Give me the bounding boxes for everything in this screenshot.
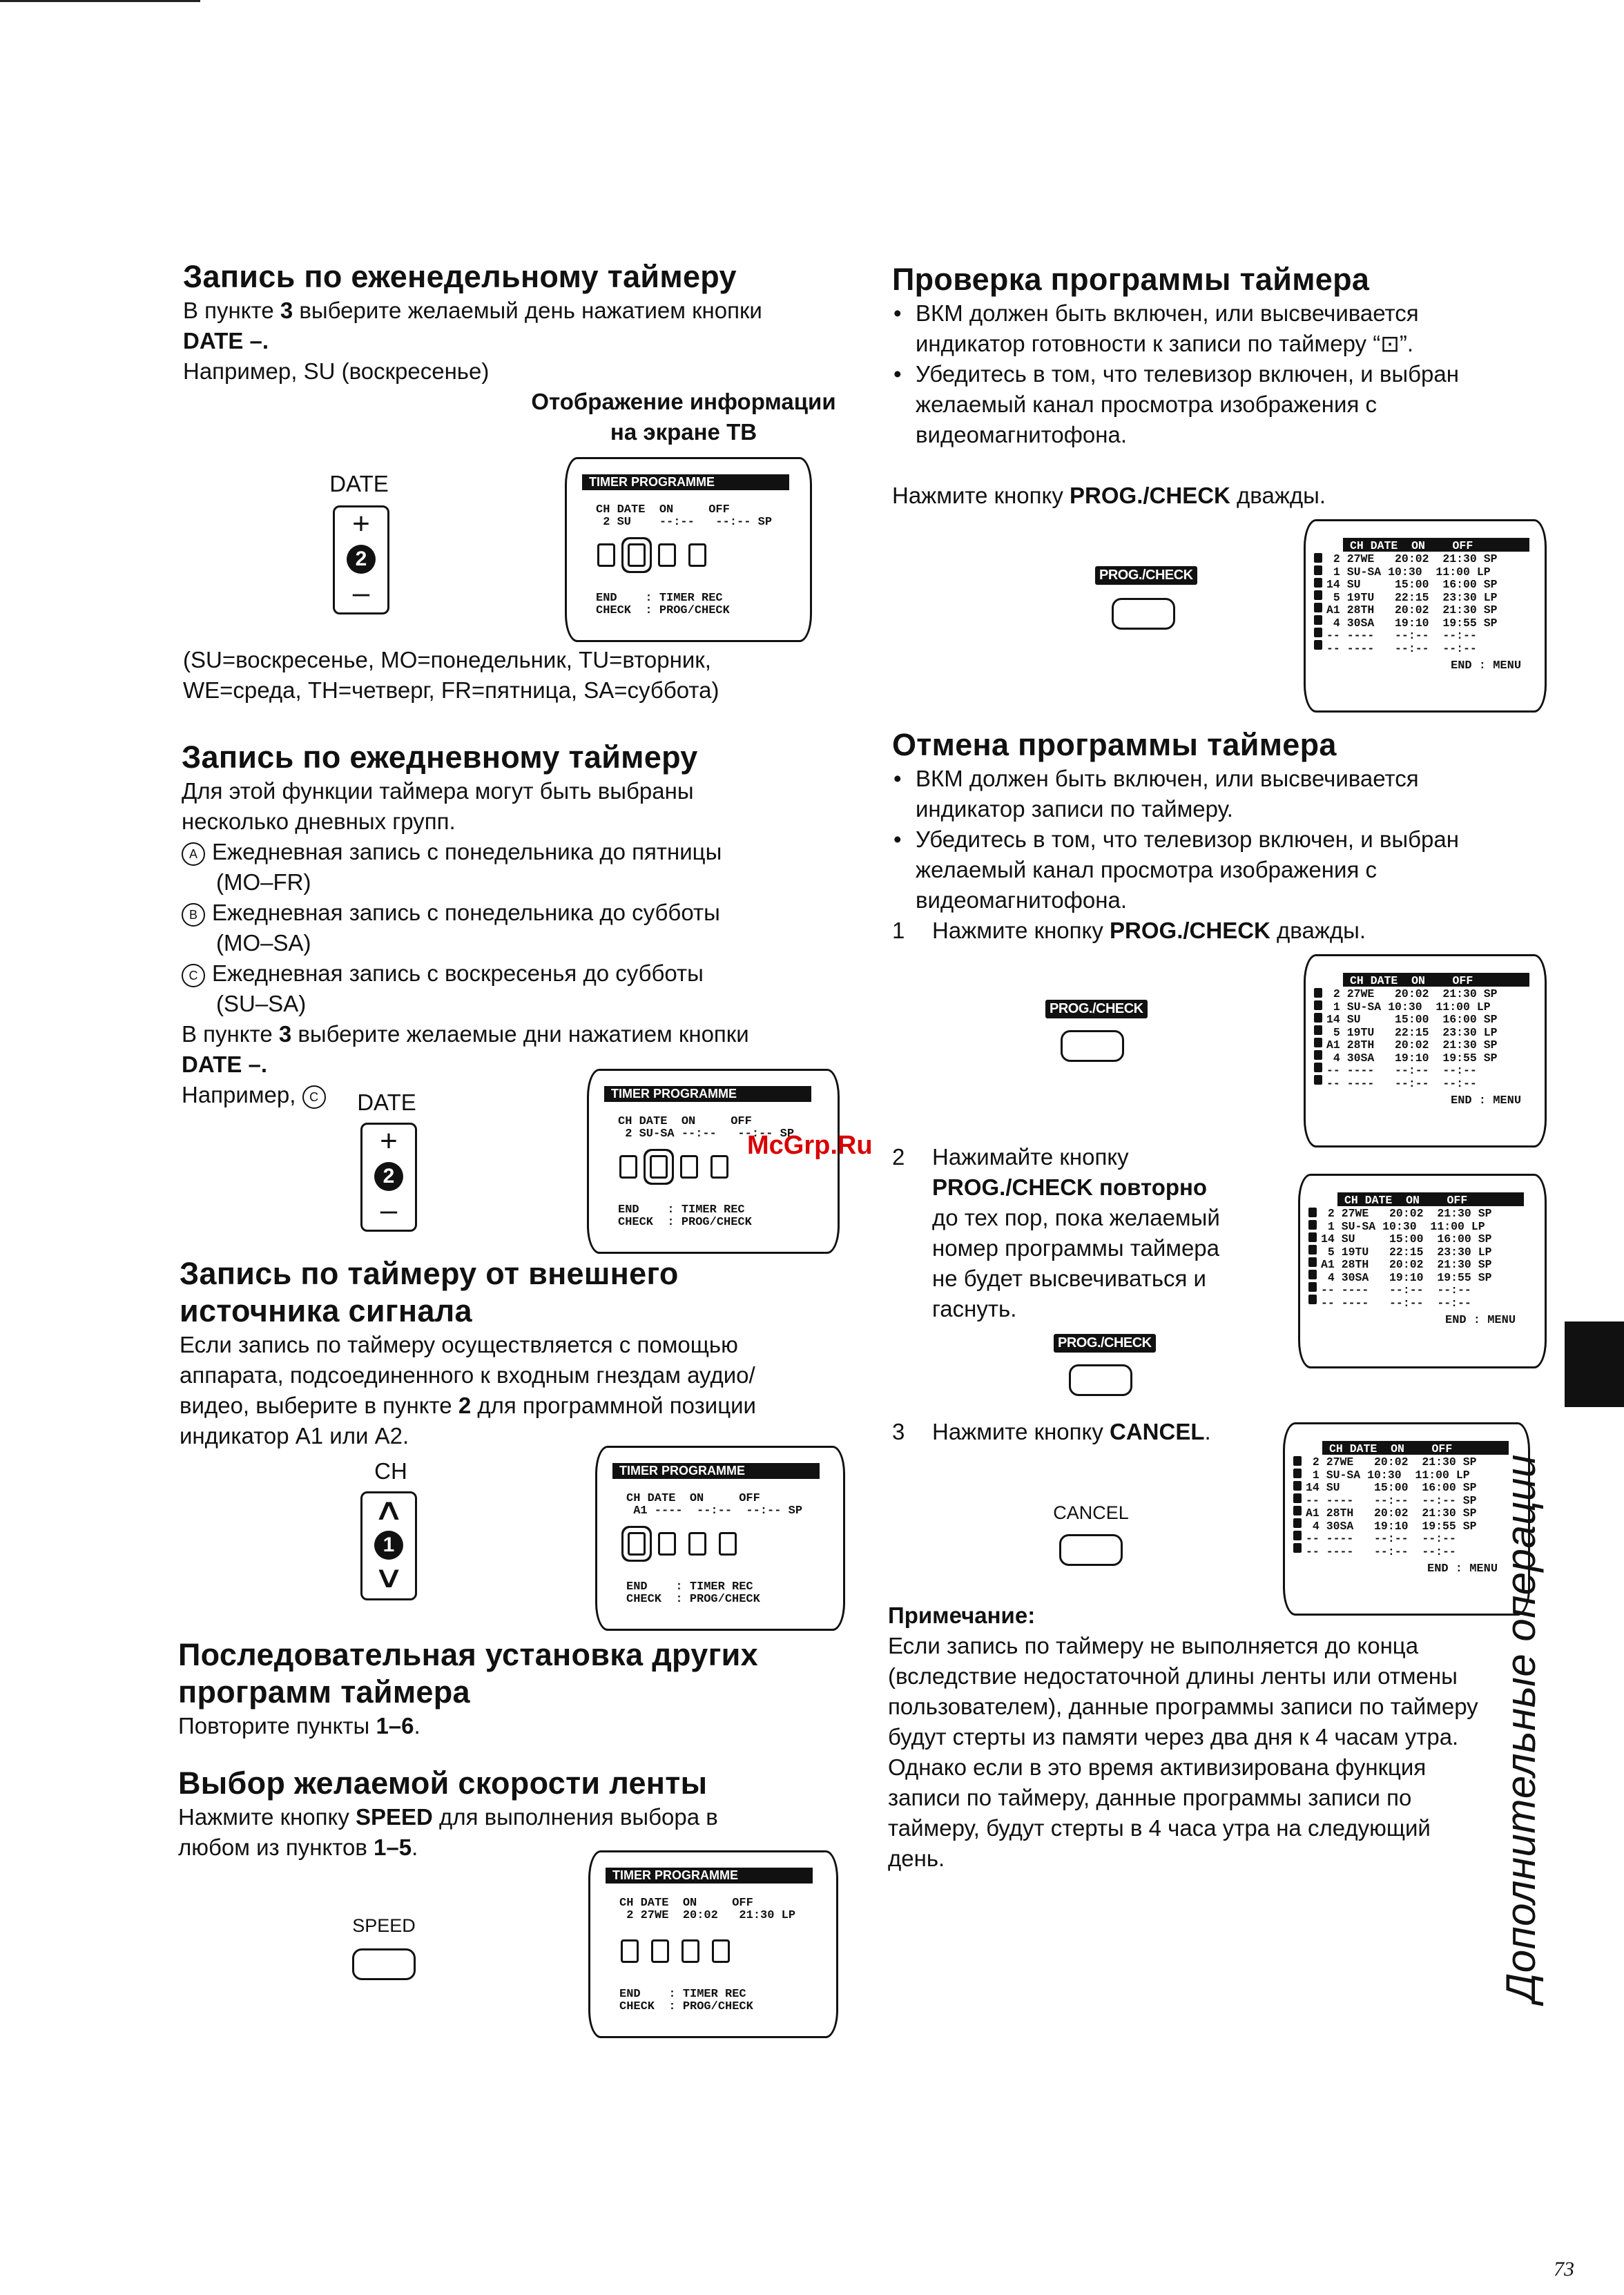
date-plus-key-2[interactable]: + (380, 1124, 398, 1158)
cancel-bullet1-cont: индикатор записи по таймеру. (916, 796, 1233, 822)
program-list-row: 14 SU 15:00 16:00 SP (1326, 578, 1498, 591)
ch-key[interactable] (360, 1491, 417, 1600)
cancel-title: Отмена программы таймера (892, 727, 1337, 762)
speed-section (178, 1765, 869, 1863)
step2-line2: PROG./CHECK повторно (932, 1174, 1208, 1200)
tv-screen-list-3 (1298, 1174, 1547, 1368)
indicator-box-icon (682, 1939, 699, 1963)
daily-option-c: C Ежедневная запись с воскресенья до субботы (182, 958, 872, 989)
option-b-mark: B (182, 903, 205, 927)
note-line3: пользователем), данные программы записи по таймеру (888, 1694, 1478, 1719)
sequential-title2: программ таймера (178, 1674, 470, 1710)
program-list (1326, 553, 1498, 655)
program-list-row: 4 30SA 19:10 19:55 SP (1321, 1270, 1492, 1284)
date-key-step-2-icon: 2 (347, 545, 376, 574)
indicator-box-icon (658, 1532, 676, 1556)
speed-button[interactable] (352, 1948, 416, 1980)
daily-intro2: несколько дневных групп. (182, 808, 456, 834)
program-list-row: 5 19TU 22:15 23:30 LP (1321, 1245, 1492, 1259)
program-list-row: -- ---- --:-- --:-- (1326, 641, 1477, 655)
section-tab (1565, 1321, 1624, 1407)
page-number: 73 (1554, 2258, 1574, 2281)
tv-screen-list-1 (1304, 519, 1547, 713)
external-line4: индикатор A1 или A2. (180, 1423, 409, 1449)
tv-values: A1 ---- --:-- --:-- SP (626, 1504, 803, 1518)
daily-step1: В пункте 3 выберите желаемые дни нажатием кнопки (182, 1021, 749, 1047)
daily-title: Запись по ежедневному таймеру (182, 739, 698, 775)
program-list-row: -- ---- --:-- --:-- (1326, 629, 1477, 642)
check-bullet1: • ВКМ должен быть включен, или высвечивается (892, 298, 1555, 329)
top-rule (0, 0, 200, 2)
note-line4: будут стерты из памяти через два дня к 4 часам утра. (888, 1724, 1459, 1750)
program-list-row: 4 30SA 19:10 19:55 SP (1306, 1519, 1477, 1533)
tv-check-row: CHECK : PROG/CHECK (596, 604, 730, 617)
program-list-row: -- ---- --:-- --:-- (1326, 1076, 1477, 1090)
program-list-row: A1 28TH 20:02 21:30 SP (1321, 1258, 1492, 1271)
weekly-line3: Например, SU (воскресенье) (183, 358, 490, 384)
watermark: McGrp.Ru (747, 1131, 873, 1160)
prog-check-button-3[interactable] (1069, 1364, 1132, 1396)
list-end-menu: END : MENU (1451, 1094, 1522, 1107)
indicator-box-icon (710, 1155, 728, 1179)
daily-step2: DATE –. (182, 1052, 268, 1077)
speed-title: Выбор желаемой скорости ленты (178, 1765, 708, 1801)
program-list (1326, 988, 1498, 1090)
prog-check-label-3: PROG./CHECK (1054, 1334, 1156, 1353)
indicator-box-icon (719, 1532, 737, 1556)
tv-end-row: END : TIMER REC (618, 1203, 745, 1217)
date-key-step-2-icon: 2 (374, 1162, 403, 1191)
program-list-row: A1 28TH 20:02 21:30 SP (1326, 1038, 1498, 1052)
tv-end-row: END : TIMER REC (626, 1580, 753, 1594)
cancel-bullet2: • Убедитесь в том, что телевизор включен, и выбран (892, 824, 1555, 855)
daily-option-a-range: (MO–FR) (216, 869, 311, 895)
tv-screen-external (595, 1446, 845, 1631)
indicator-box-icon (680, 1155, 698, 1179)
note-line8: день. (888, 1846, 945, 1871)
program-list-row: 5 19TU 22:15 23:30 LP (1326, 1025, 1498, 1039)
ch-up-key[interactable]: ∧ (373, 1493, 405, 1527)
daily-intro1: Для этой функции таймера могут быть выбраны (182, 778, 694, 804)
flashing-indicator-icon (628, 543, 646, 567)
program-list-row: 2 27WE 20:02 21:30 SP (1326, 552, 1498, 565)
tv-check-row: CHECK : PROG/CHECK (619, 2000, 753, 2013)
external-line3: видео, выберите в пункте 2 для программной позиции (180, 1393, 756, 1418)
check-bullet2: • Убедитесь в том, что телевизор включен, и выбран (892, 359, 1555, 389)
step2-number: 2 (892, 1144, 905, 1170)
program-list-row: -- ---- --:-- --:-- (1326, 1064, 1477, 1077)
tv-screen-weekly (565, 457, 812, 642)
program-list-row: 2 27WE 20:02 21:30 SP (1306, 1455, 1477, 1469)
cancel-bullet1: • ВКМ должен быть включен, или высвечивается (892, 764, 1555, 794)
tv-check-row: CHECK : PROG/CHECK (626, 1593, 760, 1606)
date-minus-key-2[interactable]: – (380, 1193, 398, 1227)
date-plus-key[interactable]: + (352, 507, 370, 541)
program-list-row: 14 SU 15:00 16:00 SP (1321, 1232, 1492, 1246)
daily-section (182, 739, 872, 1110)
external-title2: источника сигнала (180, 1293, 472, 1328)
weekly-title: Запись по еженедельному таймеру (183, 259, 737, 294)
tv-header: TIMER PROGRAMME (604, 1086, 811, 1102)
tv-header: TIMER PROGRAMME (582, 474, 789, 490)
date-minus-key[interactable]: – (352, 576, 370, 610)
list-sidebar (1314, 988, 1322, 1087)
speed-line2: любом из пунктов 1–5. (178, 1834, 418, 1860)
ch-key-step-1-icon: 1 (374, 1531, 403, 1560)
note-line7: таймеру, будут стерты в 4 часа утра на следующий (888, 1815, 1431, 1841)
program-list-row: 14 SU 15:00 16:00 SP (1326, 1013, 1498, 1026)
check-section (892, 261, 1555, 511)
day-legend-line1: (SU=воскресенье, MO=понедельник, TU=вторник, (183, 647, 711, 672)
sequential-section (178, 1636, 869, 1741)
example-c-mark: C (302, 1085, 326, 1109)
tv-columns: CH DATE ON OFF (626, 1492, 760, 1505)
program-list-row: 2 27WE 20:02 21:30 SP (1326, 987, 1498, 1000)
prog-check-label: PROG./CHECK (1095, 566, 1197, 585)
program-list-row: -- ---- --:-- --:-- (1321, 1296, 1471, 1310)
list-header: CH DATE ON OFF (1337, 1192, 1524, 1206)
daily-option-b: B Ежедневная запись с понедельника до субботы (182, 898, 872, 928)
weekly-line1: В пункте 3 выберите желаемый день нажатием кнопки (183, 298, 762, 323)
daily-option-b-range: (MO–SA) (216, 930, 311, 956)
ch-down-key[interactable]: ∨ (373, 1560, 405, 1594)
cancel-step2 (892, 1142, 1279, 1324)
tv-caption (511, 387, 856, 447)
list-end-menu: END : MENU (1451, 659, 1522, 672)
daily-example: Например, C (182, 1080, 872, 1110)
step2-line6: гаснуть. (932, 1296, 1017, 1321)
program-list-row: 1 SU-SA 10:30 11:00 LP (1321, 1219, 1485, 1233)
external-line1: Если запись по таймеру осуществляется с помощью (180, 1332, 738, 1357)
day-legend (183, 645, 873, 706)
tv-indicator-icons (619, 1155, 741, 1179)
indicator-box-icon (688, 1532, 706, 1556)
weekly-line2: DATE –. (183, 328, 269, 354)
check-title: Проверка программы таймера (892, 262, 1370, 297)
tv-values: 2 27WE 20:02 21:30 LP (619, 1909, 796, 1922)
day-legend-line2: WE=среда, TH=четверг, FR=пятница, SA=суббота) (183, 677, 719, 703)
flashing-indicator-icon (628, 1532, 646, 1556)
tv-columns: CH DATE ON OFF (596, 503, 730, 516)
indicator-box-icon (621, 1939, 639, 1963)
indicator-box-icon (658, 543, 676, 567)
list-sidebar (1308, 1208, 1317, 1307)
step2-line5: не будет высвечиваться и (932, 1266, 1206, 1291)
check-press: Нажмите кнопку PROG./CHECK дважды. (892, 483, 1326, 508)
list-header: CH DATE ON OFF (1343, 973, 1529, 987)
tv-check-row: CHECK : PROG/CHECK (618, 1216, 752, 1229)
cancel-step1: 1 Нажмите кнопку PROG./CHECK дважды. (892, 918, 1366, 943)
program-list-row: -- ---- --:-- --:-- (1306, 1544, 1456, 1558)
tv-values: 2 SU-SA --:-- --:-- SP (618, 1127, 795, 1141)
indicator-box-icon (651, 1939, 669, 1963)
date-key-2[interactable] (360, 1123, 417, 1232)
tv-header: TIMER PROGRAMME (612, 1463, 820, 1479)
option-a-mark: A (182, 842, 205, 866)
note-section (888, 1600, 1551, 1874)
program-list-row: -- ---- --:-- --:-- SP (1306, 1493, 1477, 1507)
note-title: Примечание: (888, 1602, 1036, 1628)
tv-screen-speed (588, 1850, 838, 2038)
tv-caption-line2: на экране ТВ (610, 419, 757, 445)
tv-end-row: END : TIMER REC (619, 1988, 746, 2001)
speed-button-label: SPEED (352, 1915, 416, 1936)
tv-end-row: END : TIMER REC (596, 592, 723, 605)
flashing-indicator-icon (650, 1155, 668, 1179)
program-list-row: 1 SU-SA 10:30 11:00 LP (1306, 1468, 1470, 1482)
date-key[interactable] (333, 505, 389, 614)
date-key-label: DATE (329, 471, 389, 496)
tv-values: 2 SU --:-- --:-- SP (596, 516, 773, 529)
program-list-row: -- ---- --:-- --:-- (1306, 1532, 1456, 1545)
tv-indicator-icons (628, 1532, 749, 1556)
external-line2: аппарата, подсоединенного к входным гнездам аудио/ (180, 1362, 755, 1388)
program-list (1321, 1208, 1492, 1310)
indicator-box-icon (597, 543, 615, 567)
step2-line4: номер программы таймера (932, 1235, 1219, 1261)
prog-check-label-2: PROG./CHECK (1045, 1000, 1148, 1018)
indicator-box-icon (619, 1155, 637, 1179)
list-header: CH DATE ON OFF (1322, 1441, 1509, 1455)
program-list-row: 4 30SA 19:10 19:55 SP (1326, 616, 1498, 630)
step2-line3: до тех пор, пока желаемый (932, 1205, 1220, 1230)
cancel-section (892, 726, 1555, 946)
list-end-menu: END : MENU (1445, 1314, 1516, 1327)
program-list-row: 1 SU-SA 10:30 11:00 LP (1326, 1000, 1491, 1014)
ch-key-label: CH (374, 1458, 407, 1484)
note-line5: Однако если в это время активизирована функция (888, 1754, 1427, 1780)
cancel-button[interactable] (1059, 1534, 1123, 1566)
prog-check-button[interactable] (1112, 598, 1175, 630)
sequential-line1: Повторите пункты 1–6. (178, 1713, 420, 1739)
tv-indicator-icons (597, 543, 719, 567)
list-sidebar (1293, 1456, 1302, 1556)
daily-option-c-range: (SU–SA) (216, 991, 307, 1016)
program-list-row: 14 SU 15:00 16:00 SP (1306, 1481, 1477, 1494)
tv-caption-line1: Отображение информации (531, 389, 836, 414)
side-label: Дополнительные операции (1498, 1454, 1544, 2002)
prog-check-button-2[interactable] (1061, 1030, 1124, 1062)
program-list (1306, 1456, 1477, 1558)
indicator-box-icon (712, 1939, 730, 1963)
cancel-button-label: CANCEL (1053, 1502, 1129, 1523)
tv-indicator-icons (621, 1939, 742, 1963)
program-list-row: 2 27WE 20:02 21:30 SP (1321, 1207, 1492, 1220)
tv-screen-daily (587, 1069, 840, 1254)
check-bullet2-cont2: видеомагнитофона. (916, 422, 1128, 447)
note-line1: Если запись по таймеру не выполняется до конца (888, 1633, 1419, 1658)
cancel-bullet2-cont1: желаемый канал просмотра изображения с (916, 857, 1377, 882)
note-line2: (вследствие недостаточной длины ленты или отмены (888, 1663, 1458, 1689)
check-bullet2-cont1: желаемый канал просмотра изображения с (916, 391, 1377, 417)
option-c-mark: C (182, 964, 205, 987)
weekly-section (183, 258, 873, 387)
list-header: CH DATE ON OFF (1343, 538, 1529, 552)
program-list-row: -- ---- --:-- --:-- (1321, 1284, 1471, 1297)
list-end-menu: END : MENU (1427, 1562, 1498, 1576)
program-list-row: A1 28TH 20:02 21:30 SP (1326, 603, 1498, 617)
program-list-row: 5 19TU 22:15 23:30 LP (1326, 590, 1498, 604)
cancel-bullet2-cont2: видеомагнитофона. (916, 887, 1128, 913)
list-sidebar (1314, 553, 1322, 652)
program-list-row: 4 30SA 19:10 19:55 SP (1326, 1051, 1498, 1065)
external-title1: Запись по таймеру от внешнего (180, 1256, 679, 1291)
indicator-box-icon (688, 543, 706, 567)
tv-screen-list-2 (1304, 954, 1547, 1148)
program-list-row: 1 SU-SA 10:30 11:00 LP (1326, 565, 1491, 579)
tv-columns: CH DATE ON OFF (618, 1115, 752, 1128)
speed-line1: Нажмите кнопку SPEED для выполнения выбора в (178, 1804, 718, 1830)
date-key-label-2: DATE (357, 1090, 416, 1115)
external-section (180, 1255, 870, 1451)
program-list-row: A1 28TH 20:02 21:30 SP (1306, 1507, 1477, 1520)
cancel-step3: 3 Нажмите кнопку CANCEL. (892, 1419, 1211, 1444)
check-bullet1-cont: индикатор готовности к записи по таймеру “⊡”. (916, 331, 1414, 356)
note-line6: записи по таймеру, данные программы записи по (888, 1785, 1412, 1810)
tv-screen-list-4 (1283, 1422, 1530, 1616)
daily-option-a: A Ежедневная запись с понедельника до пятницы (182, 837, 872, 867)
step2-line1: Нажимайте кнопку (932, 1144, 1129, 1170)
sequential-title1: Последовательная установка других (178, 1637, 758, 1672)
tv-columns: CH DATE ON OFF (619, 1897, 753, 1910)
tv-header: TIMER PROGRAMME (606, 1868, 813, 1884)
